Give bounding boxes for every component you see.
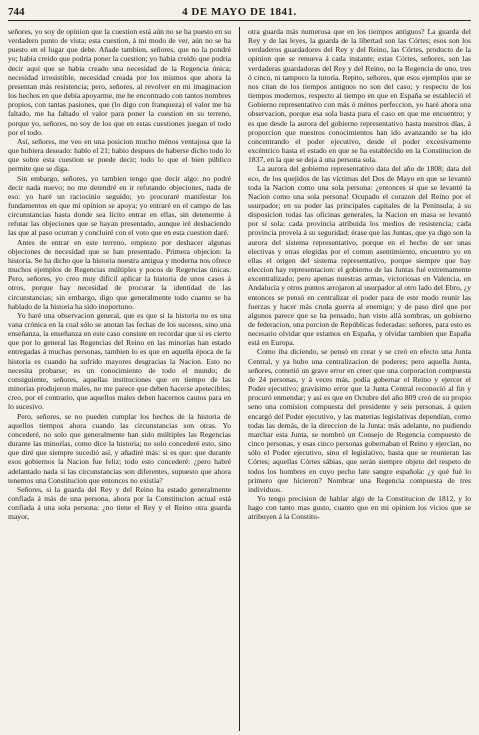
paragraph: Así, señores, me veo en una posicion mucho ménos ventajosa que la que hubiera deseado: hablo el 21; habio despues de haberse dicho todo lo que sobre esta cuestion se puede decir; todo lo que el bien público permite que se diga. xyxy=(8,136,231,174)
paragraph: Yo haré una observacion general, que es que si la historia no es una vana crónica en la cual sólo se anotan las fechas de los sucesos, sino una enseñanza, la enseñanza en este caso consiste en recordar que si es cierto que por lo general las Regencias del Reino en las minorías han estado entregadas á muchas personas, tambien lo es que en aquella época de la historia es cuando ha sufrido mayores desgracias la Nacion. Esto no necesita probarse; es un conocimiento de todo el mundo; de consiguiente, señores, aquellas instituciones que en tiempo de las minorías produjeron males, no me parece que deben hacerse apetecibles; creo, por el contrario, que aquellos males deben hacernos cautos para en lo sucesivo. xyxy=(8,310,231,412)
column-right xyxy=(248,27,471,731)
paragraph: señores, yo soy de opinion que la cuestion está aún no se ha puesto en su verdadero punto de vista; esta cuestion, á mi modo de ver, aún no se ha puesto en el lugar que debe. Añade tambien, señores, que no la pondré yo; habia creido que podria poner la cuestion; yo habia creido que podria decir aquí que se habia creado una necesidad de la Regencia única; necesidad irresistible, necesidad creada por los mismos que ahora la presentan más resistencia; pero, señores, al revolver en mi imaginacion los hechos en que debia apoyarme, me he encontrado con tantos nombres propios, con tantas pasiones, que (lo digo con franqueza) el valor me ha faltado, me ha faltado el valor para poner la cuestion en su terreno, porque yo, señores, no soy de los que en estas cuestiones juegan el todo por el todo. xyxy=(8,27,231,137)
text-columns xyxy=(8,27,471,731)
page-number: 744 xyxy=(8,6,25,18)
paragraph: Como iba diciendo, se pensó en crear y se creó en efecto una Junta Central, y ya hubo una centralizacion de poderes; pero aquella Junta, señores, cometió un grave error en creer que una corporacion compuesta de 24 personas, y á veces más, podia gobernar el Reino y ejercer el Poder ejecutivo; gravísimo error que la Junta Central reconoció al fin y procuró enmendar; y así es que en Octubre del año 809 creó de su propio seno una comision compuesta del presidente y seis personas, á quien encargó del Poder ejecutivo, y las materias legislativas dependían, como todas las demás, de la direccion de la Junta: más adelante, no pudiendo marchar esta Junta, se nombró un Consejo de Regencia compuesto de cinco personas, y esas cinco personas gobernaban el Reino y ejercían, no sólo el Poder ejecutivo, sino el legislativo, hasta que se reunieran las Córtes; aquellas Córtes sábias, que serán siempre objeto del respeto de todos los hombres en cuyo pecho late sangre española: ¿y qué fué lo primero que hicieron? Nombrar una Regencia compuesta de tres individuos. xyxy=(248,347,471,494)
paragraph: La aurora del gobierno representativo data del año de 1808; data del eco, de los quejidos de las víctimas del Dos de Mayo en que se levantó toda la Nacion como una sola persona: ¿entonces sí que se levantó la Nacion como una sola persona! Ocupado el corazon del Reino por el usurpador; en su poder las principales capitales de la Península; á su disposicion todas las oficinas generales, la Nacion en masa se levantó por sí sola: cada provincia atribuida los medios de resistencia; cada provincia proveía á su seguridad; érase que las Juntas, que ya digo son la aurora del sistema representativo, porque en el hecho de ser unas electivas y otras elegidas por el comun asentimiento, encuentro yo en ellas el origen del sistema representativo, porque siempre que hay eleccion hay representacion: el gobierno de las Juntas fué extremamente excentralizado; pero apenas nuestras armas, victoriosas en Valencia, en Andalucía y otros puntos arrojaron al usurpador al otro lado del Ebro, ¿y entonces se pensó en centralizar el poder para de este modo reunir las fuerzas y hacer más cruda guerra al enemigo; y de paso diré que por algunos parece que se ha pensado, han visto allá sombras, un gobierno de federacion, una porcion de Repúblicas federadas: señores, para esto es necesario olvidar que estamos en España, y olvidar tambien que España está en Europa. xyxy=(248,164,471,348)
column-divider xyxy=(239,27,240,731)
column-left xyxy=(8,27,231,731)
paragraph: Pero, señores, se no pueden cumplar los hechos de la historia de aquellos tiempos ahora cuando las circunstancias son otras. Yo concederé, no solo que generalmente han sido múltiples las Regencias durante las minorías, como dice la historia; no solo concederé esto, sino que diré que siempre sucedió así, y añadiré más: si es que: que durante esos gobiernos la Nacion fue feliz; todo esto concederé: ¿pero habré adelantado nada si las circunstancias son diferentes, supuesto que ahora tenemos una Constitucion que entonces no existía? xyxy=(8,411,231,485)
paragraph: otra guarda más numerosa que en los tiempos antiguos? La guarda del Rey y de las leyes, la guarda de la libertad son las Córtes; esos son los verdaderos guardadores del Rey y del Reino, las Córtes, producto de la opinion que se renueva á cada instante; estas Córtes, señores, son las verdaderas guardadoras del Rey y del Reino, no la Regencia de uno, tres ó cinco, ni tampoco la tutoría. Repito, señores, que esos ejemplos que se nos citan de los tiempos antiguos no son del caso; y respecto de los tiempos modernos, respecto al tiempo en que en España se estableció el Gobierno representativo con más ó ménos perfeccion, yo haré ahora una observacion, porque esa sola basta para el caso en que me encuentro; y es que desde la aurora del gobierno representativo hasta nuestros días, á proporcion que nuestros conocimientos han ido avanzando se ha ido concentrando el poder ejecutivo, desde el poder excesivamente excéntrico hasta el estado en que se ha establecido en la Constitucion de 1837, en la que se deja á una persona sola. xyxy=(248,27,471,165)
paragraph: Señores, si la guarda del Rey y del Reino ha estado generalmente confiada á más de una persona, ahora por la Constitucion actual está confiada á una sola persona: ¿no tiene el Rey y el Reino otra guarda mayor, xyxy=(8,484,231,522)
paragraph: Antes de entrar en este terreno, empiezo por deshacer algunas objeciones de necesidad que se han presentado. Primera objecion: la historia. Se ha dicho que la historia nuestra antigua y moderna nos ofrece muchos ejemplos de Regencias múltiples y pocos de Regencias únicas. Pero, señores, yo creo muy difícil aplicar la historia de unos casos á otros, porque hay necesidad de procurar la identidad de las circunstancias; sin embargo, digo que generalmente todo cuanto se ha hablado de la historia ha sido inoportuno. xyxy=(8,237,231,311)
paragraph: Sin embargo, señores, yo tambien tengo que decir algo: no podré decir nada nuevo; no me detendré en ir refutando objeciones, nada de eso: yo haré un raciocinio seguido; yo procuraré manifestar los fundamentos en que mi opinion se apoya; yo entraré en el campo de las circunstancias hasta donde sea lícito entrar en ellas, sin detenerme á refutar las objeciones que se hayan presentado, aunque iré deshaciendo las que al paso ocurran y concluiré con el voto que en esta cuestion daré. xyxy=(8,173,231,238)
page-date: 4 DE MAYO DE 1841. xyxy=(182,6,297,18)
page-header xyxy=(8,6,471,21)
paragraph: Yo tengo precision de hablar algo de la Constitucion de 1812, y lo hago con tanto mas gusto, cuanto que en mi opinion los vicios que se atribuyen á la Constitu- xyxy=(248,493,471,522)
